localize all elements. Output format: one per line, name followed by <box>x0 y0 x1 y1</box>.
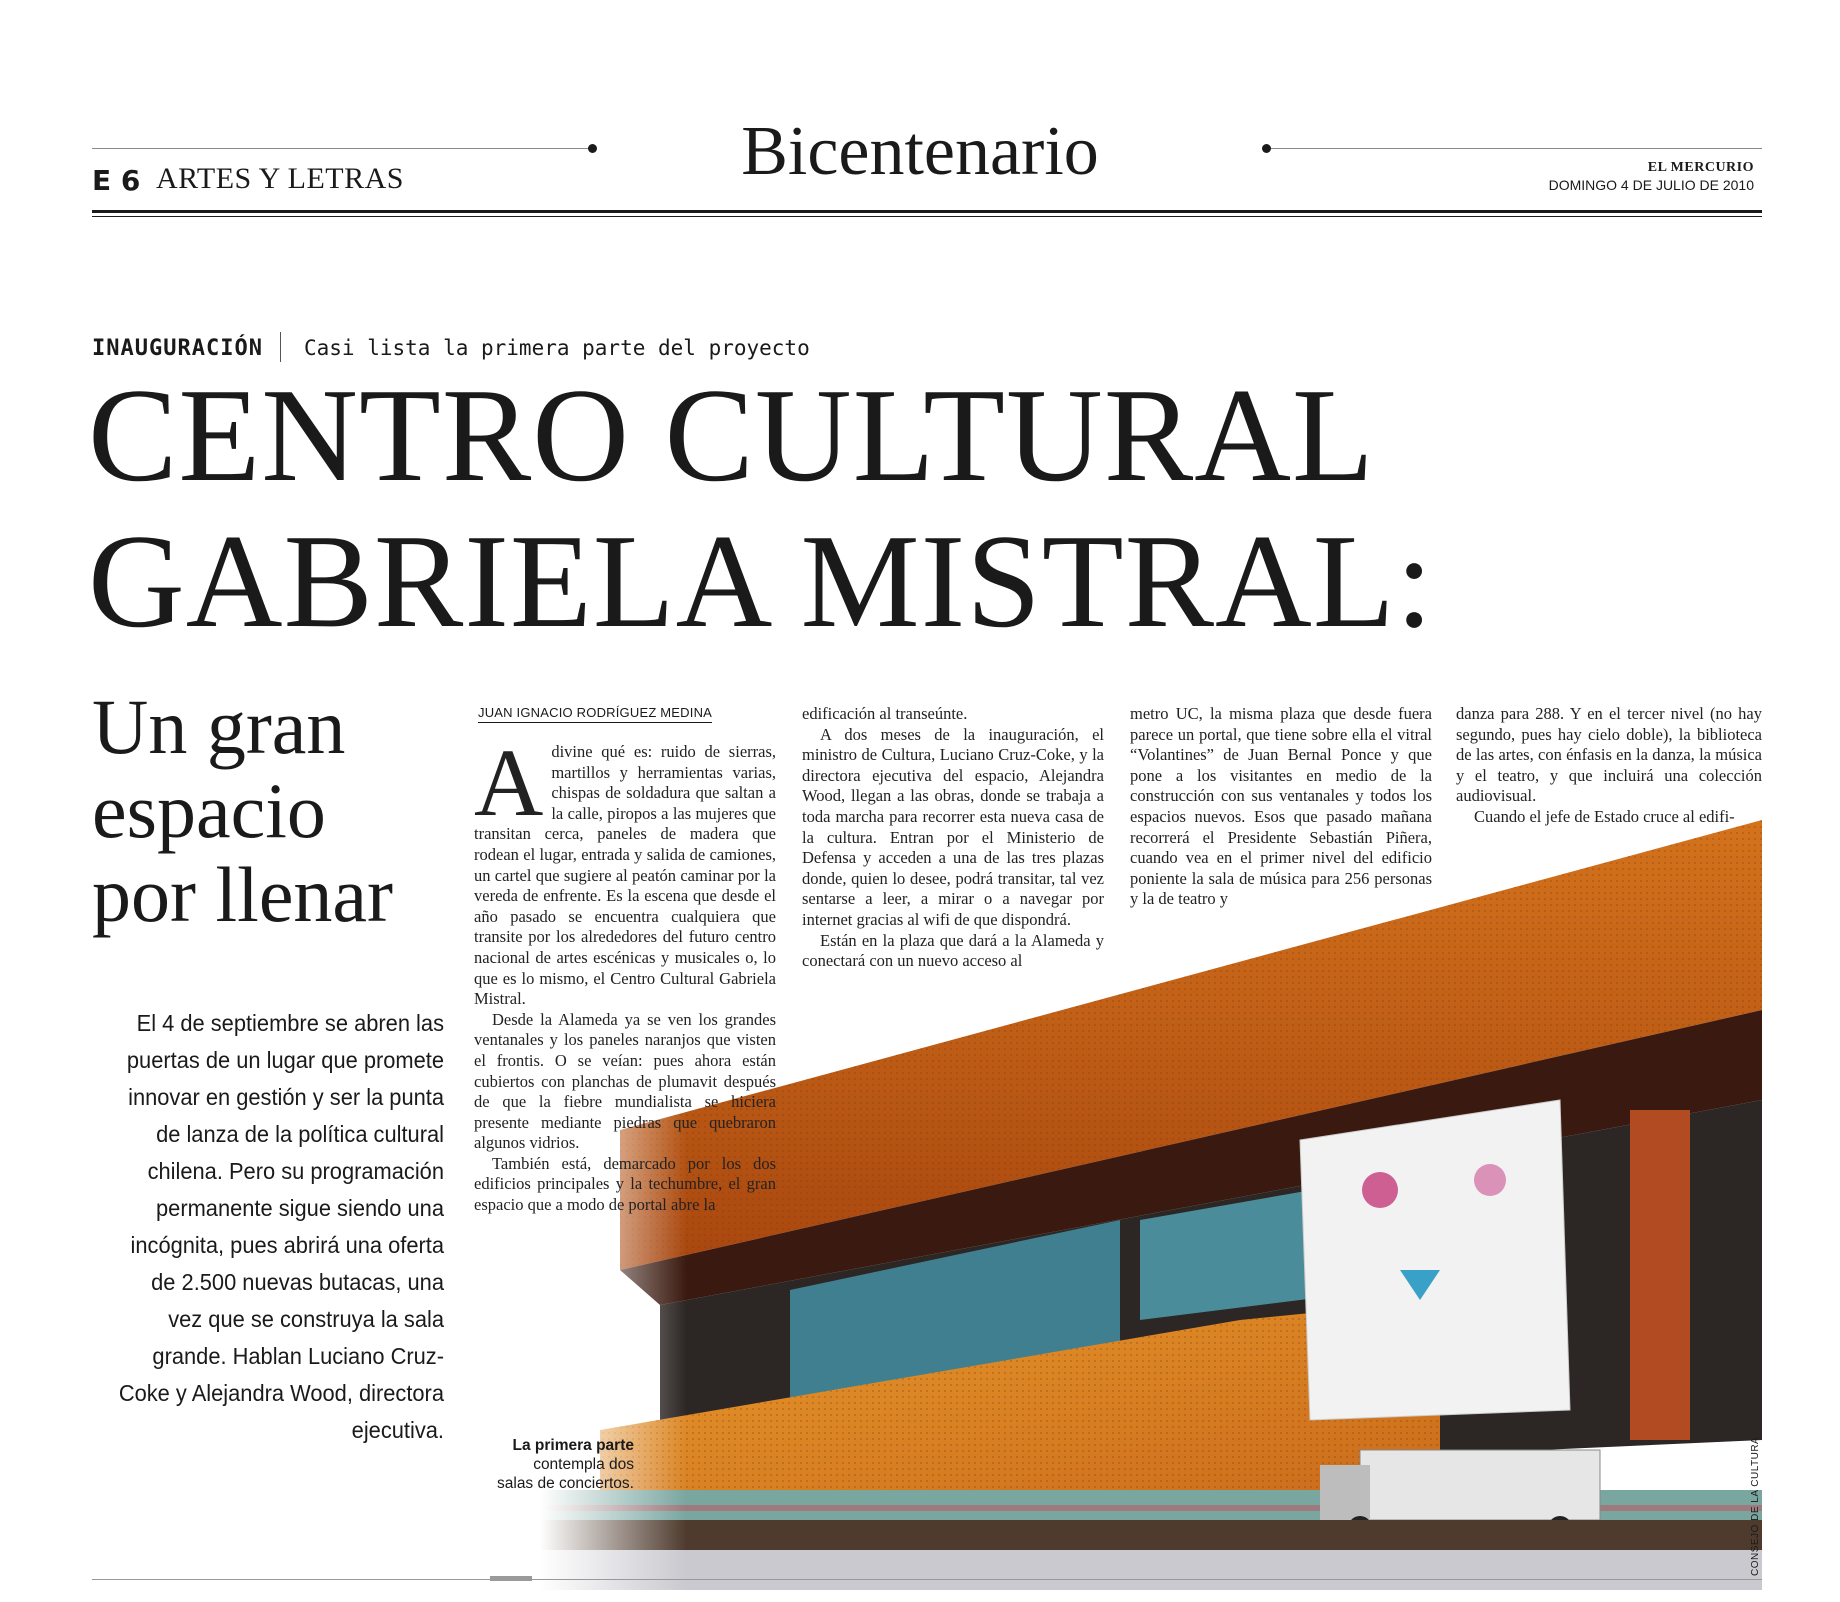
paragraph: danza para 288. Y en el tercer nivel (no hay segundo, pues hay cielo doble), la biblioteca de las artes, con énfasis en la danza, la música y el teatro, y que incluirá una colección audiovisual. <box>1456 704 1762 806</box>
body-column-3 <box>1130 704 1432 910</box>
caption-text: contempla dos salas de conciertos. <box>497 1456 634 1492</box>
summary: El 4 de septiembre se abren las puertas de un lugar que promete innovar en gestión y ser la punta de lanza de la política cultural chilena. Pero su programación permanente sigue siendo una incógnita, pues abrirá una oferta de 2.500 nuevas butacas, una vez que se construya la sala grande. Hablan Luciano Cruz-Coke y Alejandra Wood, directora ejecutiva. <box>118 1010 445 1443</box>
deck <box>92 685 462 937</box>
section-title: Bicentenario <box>741 113 1099 190</box>
paragraph: Desde la Alameda ya se ven los grandes ventanales y los paneles naranjos que visten el frontis. O se veían: pues ahora están cubiertos con planchas de plumavit después de que la fiebre mundialista se hiciera presente mediante piedras que quebraron algunos vidrios. <box>474 1009 776 1153</box>
issue-date: DOMINGO 4 DE JULIO DE 2010 <box>1548 177 1754 193</box>
masthead-thick-rule <box>92 210 1762 213</box>
deck-line-1: Un gran <box>92 683 346 770</box>
drop-cap: A <box>474 729 544 836</box>
caption-lead: La primera parte <box>512 1437 634 1454</box>
paragraph: Están en la plaza que dará a la Alameda y conectará con un nuevo acceso al <box>802 930 1104 971</box>
byline: JUAN IGNACIO RODRÍGUEZ MEDINA <box>478 705 712 723</box>
deck-line-3: por llenar <box>92 851 394 938</box>
photo-credit: CONSEJO DE LA CULTURA <box>1750 1436 1761 1576</box>
paragraph: edificación al transeúnte. <box>802 704 968 723</box>
bottom-bar <box>490 1576 532 1581</box>
paragraph: metro UC, la misma plaza que desde fuera parece un portal, que tiene sobre ella el vitral “Volantines” de Juan Bernal Ponce y que pone a los visitantes en medio de la construcción con sus ventanales y todos los espacios nuevos. Esos que pasado mañana recorrerá el Presidente Sebastián Piñera, cuando vea en el primer nivel del edificio poniente la sala de música para 256 personas y la de teatro y <box>1130 704 1432 909</box>
bottom-rule <box>92 1579 1762 1580</box>
headline-line-2: GABRIELA MISTRAL: <box>88 507 1434 655</box>
section-name: ARTES Y LETRAS <box>156 162 404 195</box>
kicker-subtitle: Casi lista la primera parte del proyecto <box>304 336 810 360</box>
photo-caption <box>494 1436 634 1493</box>
paragraph: También está, demarcado por los dos edificios principales y la techumbre, el gran espacio que a modo de portal abre la <box>474 1153 776 1215</box>
headline <box>88 362 1688 654</box>
page-number: E 6 <box>92 164 141 197</box>
body-column-4 <box>1456 704 1762 828</box>
deck-line-2: espacio <box>92 767 326 854</box>
paragraph: Cuando el jefe de Estado cruce al edifi- <box>1474 806 1735 826</box>
body-column-1 <box>474 729 776 1216</box>
newspaper-name: EL MERCURIO <box>1647 160 1754 175</box>
body-column-2 <box>802 704 1104 972</box>
headline-line-1: CENTRO CULTURAL <box>88 361 1375 509</box>
kicker-separator <box>280 332 281 362</box>
paragraph: Adivine qué es: ruido de sierras, martillos y herramientas varias, chispas de soldadura que saltan a la calle, piropos a las mujeres que transitan cerca, paneles de madera que rodean el lugar, entrada y salida de camiones, un cartel que sugiere al peatón caminar por la vereda de enfrente. Es la escena que desde el año pasado se encuentra cualquiera que transite por los alrededores del futuro centro nacional de artes escénicas y musicales o, lo que es lo mismo, el Centro Cultural Gabriela Mistral. <box>474 729 776 1009</box>
paragraph: A dos meses de la inauguración, el ministro de Cultura, Luciano Cruz-Coke, y la directora ejecutiva del espacio, Alejandra Wood, llegan a las obras, donde se trabaja a toda marcha para recorrer esta nueva casa de la cultura. Entran por el Ministerio de Defensa y acceden a una de las tres plazas donde, quien lo desee, podrá transitar, tal vez sentarse a leer, a mirar o a navegar por internet gracias al wifi de que dispondrá. <box>802 724 1104 929</box>
kicker: INAUGURACIÓN <box>92 336 263 361</box>
masthead-under-rule <box>92 216 1762 217</box>
